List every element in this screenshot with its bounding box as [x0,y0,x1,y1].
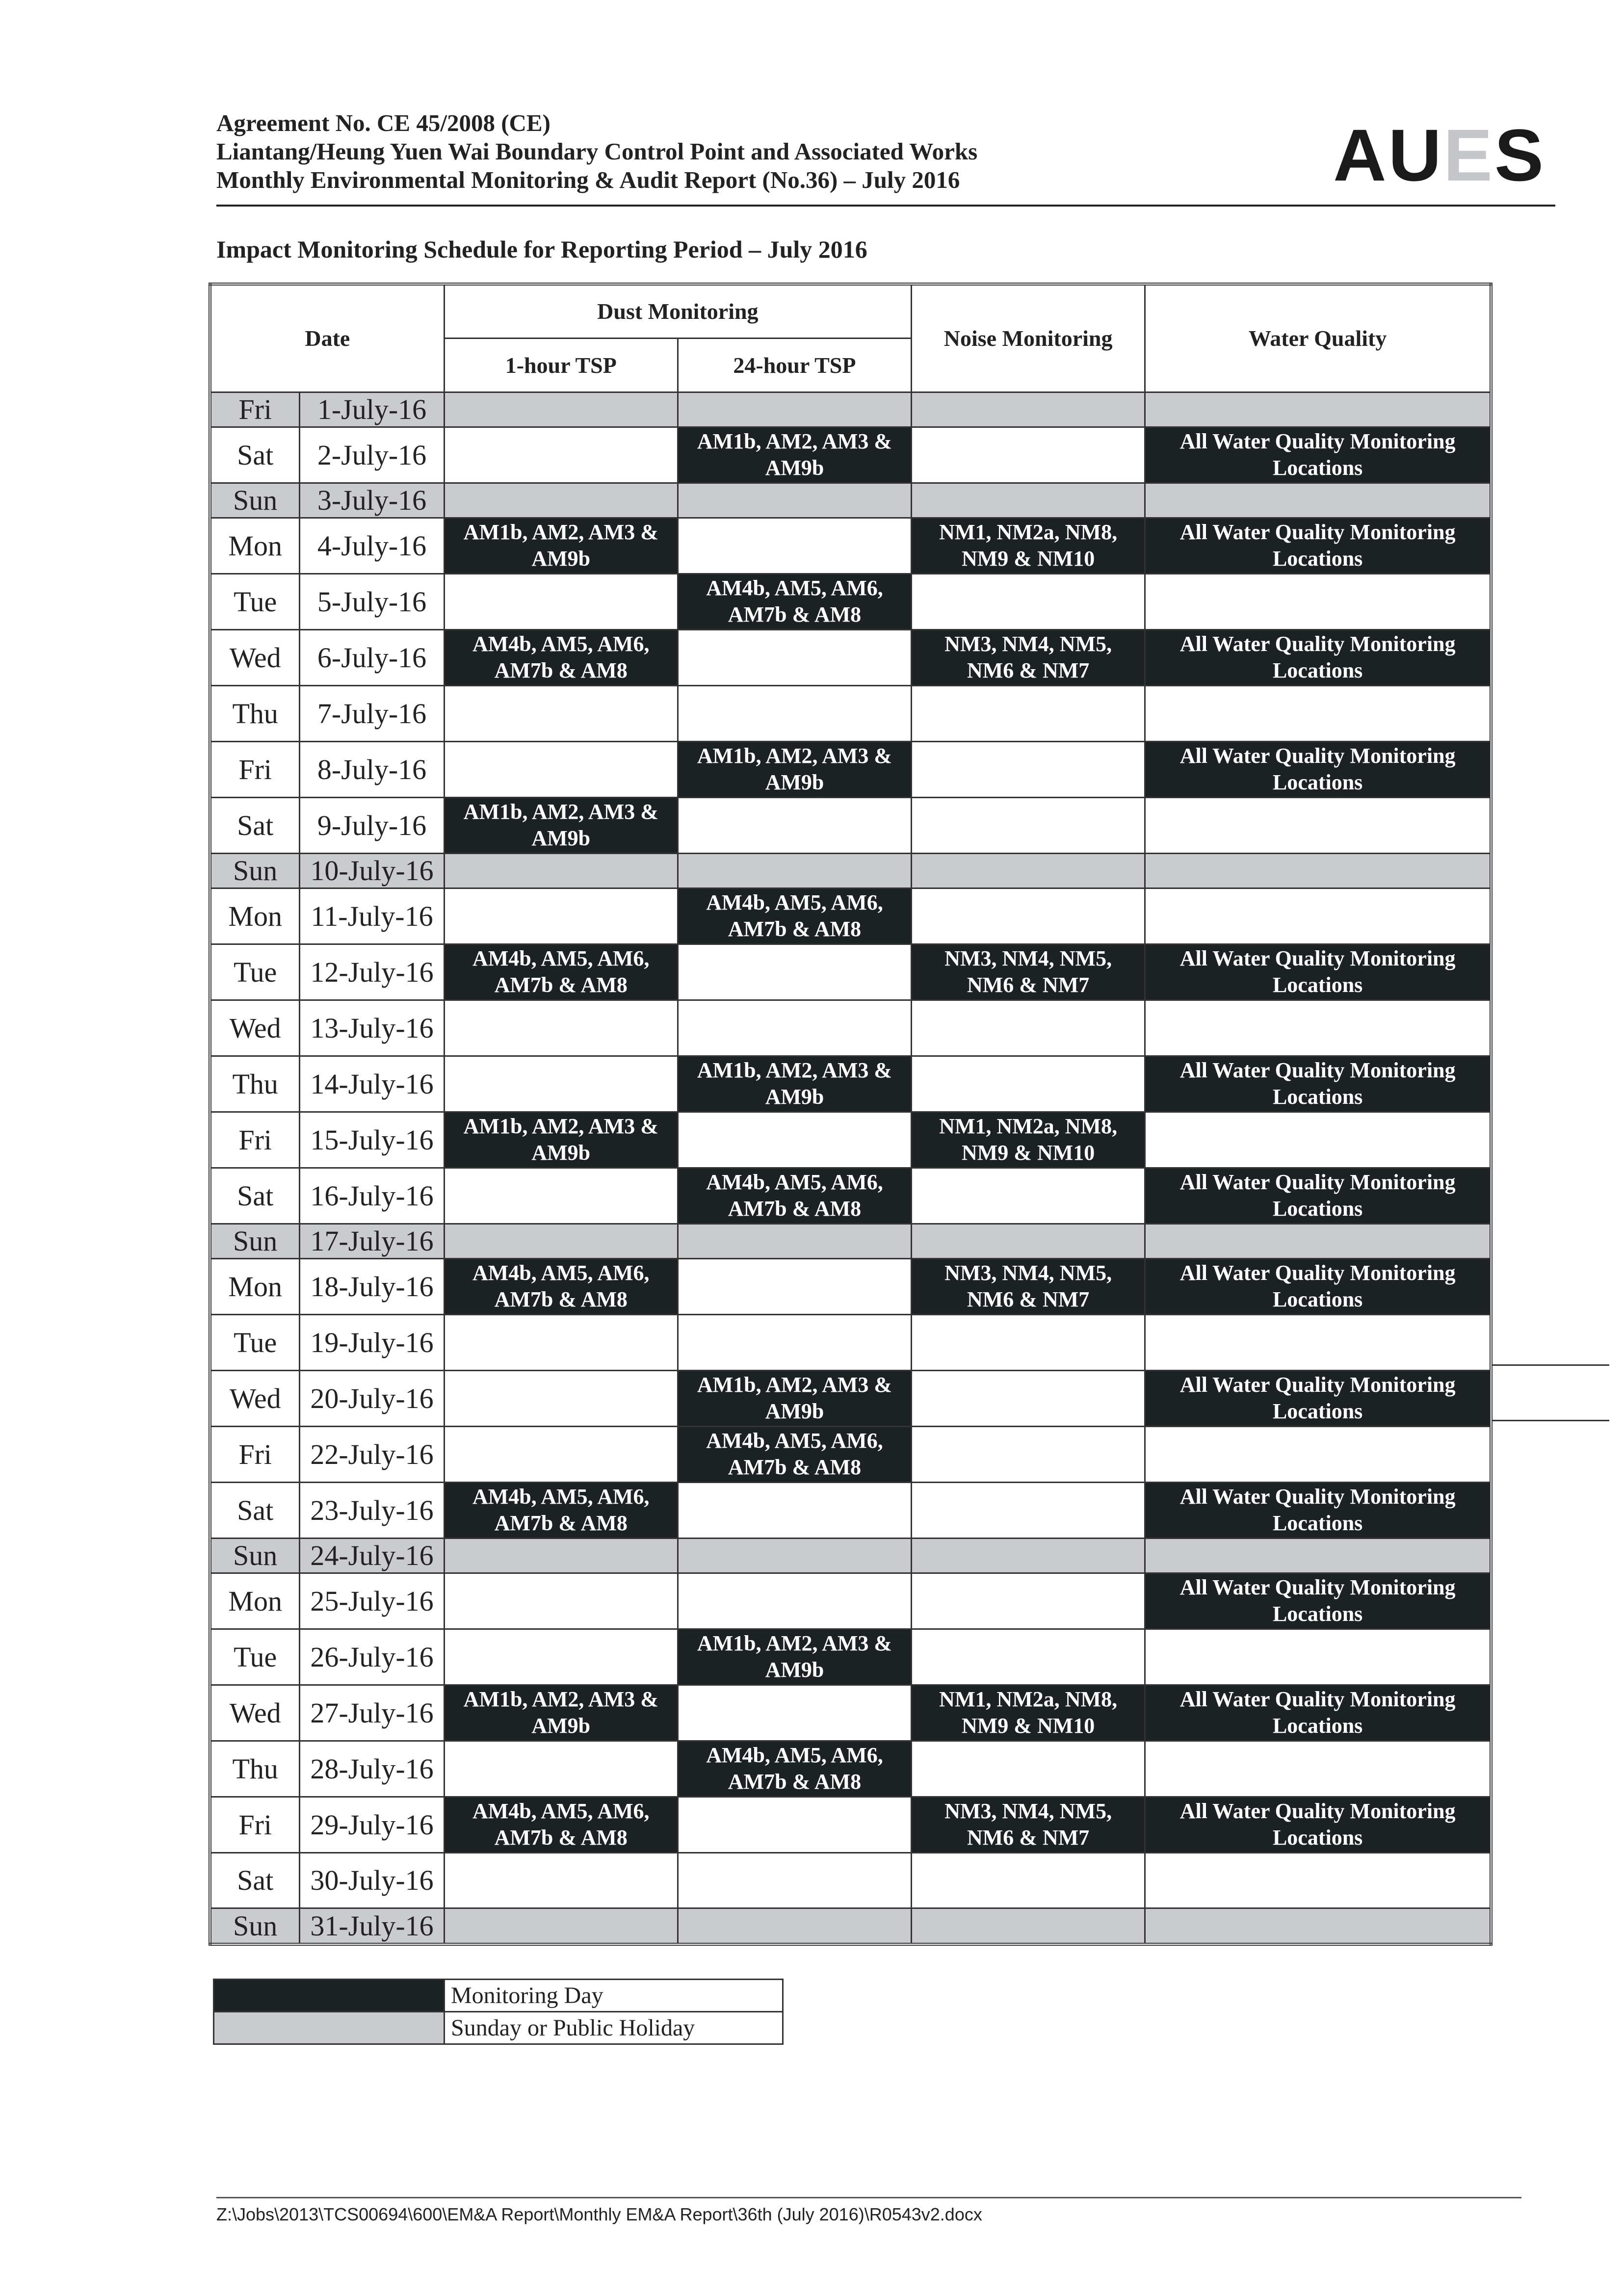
tsp-1hour-cell [444,1314,678,1370]
monitoring-locations: NM3, NM4, NM5, NM6 & NM7 [944,1261,1112,1312]
schedule-row [210,392,1491,427]
water-quality-cell [1145,685,1491,741]
tsp-24hour-cell [678,797,911,853]
monitoring-locations: AM4b, AM5, AM6, AM7b & AM8 [706,1170,883,1221]
water-quality-cell [1145,1426,1491,1482]
water-quality-cell [1145,1482,1491,1538]
water-quality-cell [1145,1056,1491,1112]
monitoring-locations: AM1b, AM2, AM3 & AM9b [463,800,658,851]
noise-cell [912,1314,1145,1370]
tsp-1hour-cell [444,1112,678,1168]
water-quality-cell [1145,944,1491,1000]
schedule-row [210,685,1491,741]
water-quality-cell [1145,1370,1491,1426]
aues-logo [1333,116,1545,194]
schedule-row [210,1168,1491,1224]
noise-cell [912,1797,1145,1852]
tsp-1hour-cell [444,944,678,1000]
water-quality-cell [1145,427,1491,483]
noise-cell [912,1370,1145,1426]
schedule-row [210,427,1491,483]
monitoring-locations: AM1b, AM2, AM3 & AM9b [463,1114,658,1165]
date-cell: 27-July-16 [300,1685,444,1741]
tsp-1hour-header: 1-hour TSP [444,338,678,392]
tsp-1hour-cell [444,1000,678,1056]
noise-cell [912,1056,1145,1112]
date-cell: 24-July-16 [300,1538,444,1573]
tsp-24hour-cell [678,483,911,518]
day-cell: Fri [210,392,300,427]
monitoring-locations: All Water Quality Monitoring Locations [1179,1575,1456,1626]
tsp-1hour-cell [444,1797,678,1852]
schedule-row [210,1370,1491,1426]
date-cell: 18-July-16 [300,1258,444,1314]
schedule-row [210,1908,1491,1944]
tsp-1hour-cell [444,1168,678,1224]
schedule-row [210,741,1491,797]
monitoring-locations: All Water Quality Monitoring Locations [1179,1058,1456,1109]
water-quality-cell [1145,574,1491,629]
monitoring-locations: All Water Quality Monitoring Locations [1179,1373,1456,1424]
tsp-1hour-cell [444,797,678,853]
monitoring-locations: All Water Quality Monitoring Locations [1179,744,1456,795]
monitoring-schedule-table [209,283,1493,1946]
tsp-1hour-cell [444,1482,678,1538]
day-cell: Wed [210,1370,300,1426]
noise-cell [912,1741,1145,1797]
day-cell: Fri [210,1426,300,1482]
monitoring-locations: All Water Quality Monitoring Locations [1179,429,1456,480]
schedule-row [210,853,1491,888]
noise-cell [912,797,1145,853]
tsp-1hour-cell [444,1573,678,1629]
monitoring-locations: NM3, NM4, NM5, NM6 & NM7 [944,946,1112,997]
water-quality-cell [1145,1629,1491,1685]
tsp-24hour-cell [678,1538,911,1573]
monitoring-locations: AM1b, AM2, AM3 & AM9b [697,1058,892,1109]
tsp-24hour-cell [678,1797,911,1852]
tsp-1hour-cell [444,1056,678,1112]
footer-file-path: Z:\Jobs\2013\TCS00694\600\EM&A Report\Monthly EM&A Report\36th (July 2016)\R0543v2.docx [216,2204,982,2224]
date-cell: 29-July-16 [300,1797,444,1852]
schedule-row [210,629,1491,685]
noise-cell [912,1685,1145,1741]
day-cell: Sun [210,1908,300,1944]
schedule-body [210,392,1491,1944]
schedule-row [210,797,1491,853]
schedule-row [210,1741,1491,1797]
tsp-1hour-cell [444,574,678,629]
day-cell: Tue [210,944,300,1000]
tsp-24hour-cell [678,1426,911,1482]
schedule-row [210,944,1491,1000]
legend-label-monitoring: Monitoring Day [445,1980,783,2012]
schedule-row [210,1000,1491,1056]
date-cell: 26-July-16 [300,1629,444,1685]
date-cell: 11-July-16 [300,888,444,944]
monitoring-locations: NM3, NM4, NM5, NM6 & NM7 [944,1799,1112,1850]
schedule-row [210,483,1491,518]
noise-cell [912,1573,1145,1629]
tsp-24hour-cell [678,1629,911,1685]
schedule-row [210,1573,1491,1629]
day-cell: Thu [210,685,300,741]
day-cell: Sun [210,483,300,518]
tsp-24hour-cell [678,1258,911,1314]
noise-cell [912,741,1145,797]
tsp-1hour-cell [444,685,678,741]
noise-cell [912,1168,1145,1224]
monitoring-locations: AM4b, AM5, AM6, AM7b & AM8 [706,1429,883,1480]
date-cell: 7-July-16 [300,685,444,741]
date-cell: 5-July-16 [300,574,444,629]
water-quality-cell [1145,797,1491,853]
water-quality-cell [1145,741,1491,797]
tsp-1hour-cell [444,629,678,685]
tsp-24hour-cell [678,741,911,797]
day-cell: Tue [210,1629,300,1685]
monitoring-locations: AM1b, AM2, AM3 & AM9b [463,520,658,571]
monitoring-locations: AM4b, AM5, AM6, AM7b & AM8 [472,1799,650,1850]
schedule-row [210,1112,1491,1168]
noise-cell [912,1538,1145,1573]
date-cell: 22-July-16 [300,1426,444,1482]
noise-cell [912,1224,1145,1258]
monitoring-locations: All Water Quality Monitoring Locations [1179,1687,1456,1738]
monitoring-locations: NM1, NM2a, NM8, NM9 & NM10 [939,520,1118,571]
water-quality-cell [1145,1797,1491,1852]
date-cell: 8-July-16 [300,741,444,797]
logo-part-s: S [1494,114,1545,196]
noise-cell [912,574,1145,629]
day-cell: Tue [210,1314,300,1370]
monitoring-locations: AM4b, AM5, AM6, AM7b & AM8 [472,946,650,997]
schedule-row [210,1797,1491,1852]
monitoring-locations: AM4b, AM5, AM6, AM7b & AM8 [706,576,883,627]
tsp-24hour-cell [678,574,911,629]
tsp-24hour-cell [678,853,911,888]
legend [213,1979,784,2045]
water-quality-cell [1145,1573,1491,1629]
day-cell: Fri [210,741,300,797]
tsp-1hour-cell [444,741,678,797]
water-quality-cell [1145,1258,1491,1314]
day-cell: Mon [210,1258,300,1314]
date-cell: 20-July-16 [300,1370,444,1426]
legend-label-holiday: Sunday or Public Holiday [445,2012,783,2044]
water-quality-cell [1145,1168,1491,1224]
schedule-row [210,1258,1491,1314]
tsp-24hour-cell [678,1000,911,1056]
date-cell: 6-July-16 [300,629,444,685]
tsp-1hour-cell [444,1426,678,1482]
noise-cell [912,483,1145,518]
schedule-row [210,1685,1491,1741]
tsp-24hour-cell [678,629,911,685]
header-lines [216,109,977,194]
day-cell: Sat [210,1852,300,1908]
tsp-1hour-cell [444,483,678,518]
legend-swatch-holiday [214,2012,445,2044]
date-cell: 30-July-16 [300,1852,444,1908]
dust-monitoring-header: Dust Monitoring [444,284,911,338]
date-cell: 19-July-16 [300,1314,444,1370]
tsp-24hour-cell [678,1482,911,1538]
day-cell: Thu [210,1741,300,1797]
day-cell: Sat [210,1482,300,1538]
schedule-row [210,1852,1491,1908]
water-quality-cell [1145,1224,1491,1258]
margin-line-lower [1492,1420,1609,1421]
noise-cell [912,1908,1145,1944]
monitoring-locations: AM4b, AM5, AM6, AM7b & AM8 [472,1485,650,1536]
water-quality-cell [1145,1741,1491,1797]
report-title: Monthly Environmental Monitoring & Audit Report (No.36) – July 2016 [216,166,960,193]
date-cell: 1-July-16 [300,392,444,427]
schedule-row [210,1314,1491,1370]
schedule-row [210,1538,1491,1573]
footer-divider [216,2197,1521,2198]
monitoring-locations: All Water Quality Monitoring Locations [1179,946,1456,997]
tsp-24hour-cell [678,1741,911,1797]
water-quality-cell [1145,518,1491,574]
tsp-1hour-cell [444,1370,678,1426]
day-cell: Fri [210,1797,300,1852]
date-header: Date [210,284,444,392]
tsp-1hour-cell [444,518,678,574]
noise-cell [912,888,1145,944]
water-quality-cell [1145,1852,1491,1908]
tsp-24hour-cell [678,1314,911,1370]
day-cell: Sun [210,1538,300,1573]
schedule-row [210,1482,1491,1538]
date-cell: 2-July-16 [300,427,444,483]
monitoring-locations: AM4b, AM5, AM6, AM7b & AM8 [706,1743,883,1794]
schedule-row [210,888,1491,944]
date-cell: 31-July-16 [300,1908,444,1944]
noise-cell [912,392,1145,427]
day-cell: Thu [210,1056,300,1112]
day-cell: Sat [210,797,300,853]
schedule-row [210,1056,1491,1112]
monitoring-locations: AM4b, AM5, AM6, AM7b & AM8 [472,632,650,683]
noise-cell [912,427,1145,483]
date-cell: 23-July-16 [300,1482,444,1538]
water-quality-cell [1145,392,1491,427]
monitoring-locations: NM3, NM4, NM5, NM6 & NM7 [944,632,1112,683]
monitoring-locations: AM1b, AM2, AM3 & AM9b [697,744,892,795]
monitoring-locations: AM4b, AM5, AM6, AM7b & AM8 [472,1261,650,1312]
noise-cell [912,1482,1145,1538]
noise-cell [912,1258,1145,1314]
project-title: Liantang/Heung Yuen Wai Boundary Control Point and Associated Works [216,138,978,165]
monitoring-locations: All Water Quality Monitoring Locations [1179,1485,1456,1536]
schedule-row [210,518,1491,574]
noise-cell [912,685,1145,741]
day-cell: Tue [210,574,300,629]
water-quality-cell [1145,888,1491,944]
tsp-24hour-cell [678,1573,911,1629]
day-cell: Mon [210,888,300,944]
tsp-1hour-cell [444,1258,678,1314]
agreement-number: Agreement No. CE 45/2008 (CE) [216,109,550,136]
monitoring-locations: NM1, NM2a, NM8, NM9 & NM10 [939,1687,1118,1738]
monitoring-locations: AM1b, AM2, AM3 & AM9b [463,1687,658,1738]
day-cell: Mon [210,518,300,574]
water-quality-cell [1145,483,1491,518]
day-cell: Sun [210,853,300,888]
tsp-24hour-cell [678,944,911,1000]
date-cell: 25-July-16 [300,1573,444,1629]
water-quality-cell [1145,1314,1491,1370]
noise-cell [912,944,1145,1000]
tsp-1hour-cell [444,1685,678,1741]
monitoring-locations: AM1b, AM2, AM3 & AM9b [697,1631,892,1682]
tsp-1hour-cell [444,1852,678,1908]
date-cell: 10-July-16 [300,853,444,888]
day-cell: Wed [210,1000,300,1056]
tsp-1hour-cell [444,392,678,427]
tsp-24hour-cell [678,1056,911,1112]
tsp-24hour-cell [678,1168,911,1224]
monitoring-locations: NM1, NM2a, NM8, NM9 & NM10 [939,1114,1118,1165]
tsp-1hour-cell [444,427,678,483]
day-cell: Mon [210,1573,300,1629]
date-cell: 16-July-16 [300,1168,444,1224]
date-cell: 12-July-16 [300,944,444,1000]
date-cell: 9-July-16 [300,797,444,853]
day-cell: Wed [210,629,300,685]
date-cell: 15-July-16 [300,1112,444,1168]
tsp-24hour-cell [678,1224,911,1258]
tsp-1hour-cell [444,888,678,944]
tsp-24hour-cell [678,1852,911,1908]
tsp-24hour-cell [678,427,911,483]
tsp-1hour-cell [444,1741,678,1797]
tsp-24hour-cell [678,888,911,944]
water-quality-cell [1145,1908,1491,1944]
noise-monitoring-header: Noise Monitoring [912,284,1145,392]
tsp-1hour-cell [444,1538,678,1573]
tsp-1hour-cell [444,1224,678,1258]
date-cell: 4-July-16 [300,518,444,574]
schedule-row [210,1426,1491,1482]
tsp-24hour-cell [678,518,911,574]
margin-line-upper [1492,1364,1609,1366]
monitoring-locations: All Water Quality Monitoring Locations [1179,632,1456,683]
schedule-title: Impact Monitoring Schedule for Reporting Period – July 2016 [216,235,867,263]
monitoring-locations: AM1b, AM2, AM3 & AM9b [697,1373,892,1424]
water-quality-cell [1145,1538,1491,1573]
legend-swatch-monitoring [214,1980,445,2012]
logo-part-au: AU [1333,114,1443,196]
water-quality-cell [1145,1000,1491,1056]
monitoring-locations: AM1b, AM2, AM3 & AM9b [697,429,892,480]
day-cell: Fri [210,1112,300,1168]
monitoring-locations: AM4b, AM5, AM6, AM7b & AM8 [706,890,883,941]
date-cell: 3-July-16 [300,483,444,518]
tsp-1hour-cell [444,1908,678,1944]
water-quality-cell [1145,629,1491,685]
noise-cell [912,1000,1145,1056]
monitoring-locations: All Water Quality Monitoring Locations [1179,520,1456,571]
water-quality-header: Water Quality [1145,284,1491,392]
tsp-24hour-cell [678,392,911,427]
tsp-1hour-cell [444,1629,678,1685]
monitoring-locations: All Water Quality Monitoring Locations [1179,1261,1456,1312]
day-cell: Wed [210,1685,300,1741]
day-cell: Sat [210,1168,300,1224]
monitoring-locations: All Water Quality Monitoring Locations [1179,1170,1456,1221]
day-cell: Sat [210,427,300,483]
water-quality-cell [1145,1112,1491,1168]
tsp-24hour-cell [678,1370,911,1426]
monitoring-locations: All Water Quality Monitoring Locations [1179,1799,1456,1850]
noise-cell [912,1852,1145,1908]
water-quality-cell [1145,853,1491,888]
schedule-row [210,574,1491,629]
date-cell: 14-July-16 [300,1056,444,1112]
date-cell: 28-July-16 [300,1741,444,1797]
tsp-24hour-header: 24-hour TSP [678,338,911,392]
noise-cell [912,853,1145,888]
tsp-24hour-cell [678,1112,911,1168]
noise-cell [912,1112,1145,1168]
noise-cell [912,1426,1145,1482]
tsp-24hour-cell [678,685,911,741]
logo-part-e: E [1443,114,1494,196]
schedule-row [210,1224,1491,1258]
day-cell: Sun [210,1224,300,1258]
tsp-24hour-cell [678,1685,911,1741]
noise-cell [912,1629,1145,1685]
water-quality-cell [1145,1685,1491,1741]
tsp-24hour-cell [678,1908,911,1944]
noise-cell [912,629,1145,685]
noise-cell [912,518,1145,574]
date-cell: 13-July-16 [300,1000,444,1056]
schedule-row [210,1629,1491,1685]
tsp-1hour-cell [444,853,678,888]
date-cell: 17-July-16 [300,1224,444,1258]
page-header [216,109,1555,207]
